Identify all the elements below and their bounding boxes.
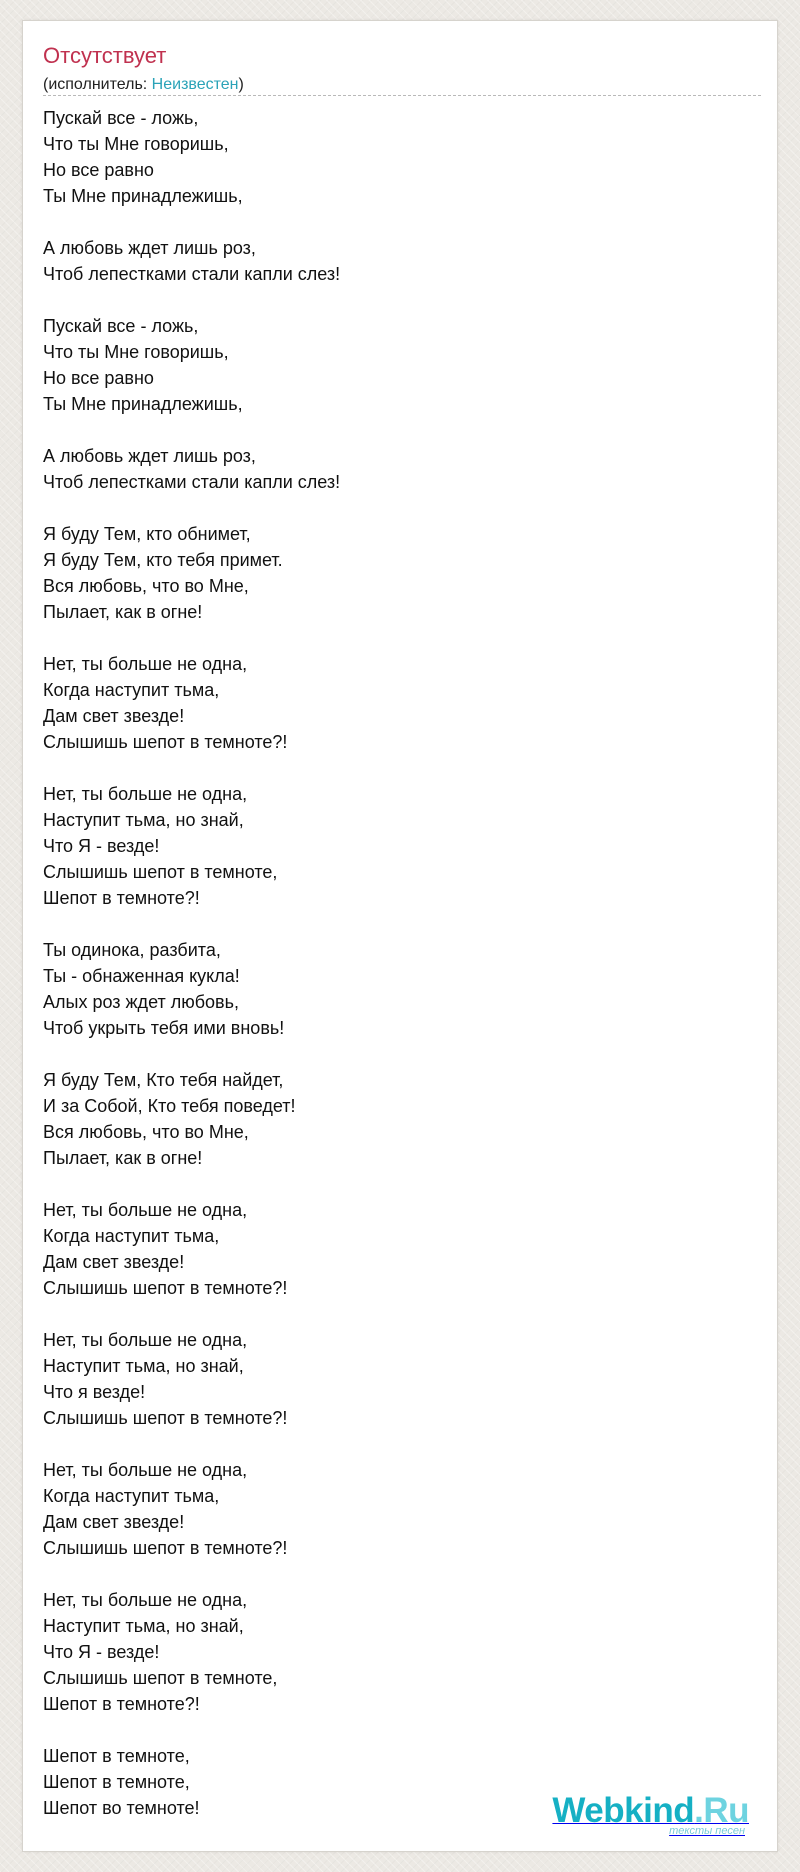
title-divider — [43, 95, 761, 96]
logo-name: Webkind — [552, 1791, 695, 1830]
performer-suffix: ) — [238, 76, 244, 93]
logo-tld: .Ru — [694, 1791, 749, 1830]
lyrics-text: Пускай все - ложь, Что ты Мне говоришь, Но все равно Ты Мне принадлежишь, А любовь ждет лишь роз, Чтоб лепестками стали капли слез! Пускай все - ложь, Что ты Мне говоришь, Но все равно Ты Мне принадлежишь, А любовь ждет лишь роз, Чтоб лепестками стали капли слез! Я буду Тем, кто обнимет, Я буду Тем, кто тебя примет. Вся любовь, что во Мне, Пылает, как в огне! Нет, ты больше не одна, Когда наступит тьма, Дам свет звезде! Слышишь шепот в темноте?! Нет, ты больше не одна, Наступит тьма, но знай, Что Я - везде! Слышишь шепот в темноте, Шепот в темноте?! Ты одинока, разбита, Ты - обнаженная кукла! Алых роз ждет любовь, Чтоб укрыть тебя ими вновь! Я буду Тем, Кто тебя найдет, И за Собой, Кто тебя поведет! Вся любовь, что во Мне, Пылает, как в огне! Нет, ты больше не одна, Когда наступит тьма, Дам свет звезде! Слышишь шепот в темноте?! Нет, ты больше не одна, Наступит тьма, но знай, Что я везде! Слышишь шепот в темноте?! Нет, ты больше не одна, Когда наступит тьма, Дам свет звезде! Слышишь шепот в темноте?! Нет, ты больше не одна, Наступит тьма, но знай, Что Я - везде! Слышишь шепот в темноте, Шепот в темноте?! Шепот в темноте, Шепот в темноте, Шепот во темноте! — [43, 108, 341, 1818]
lyrics-card — [22, 20, 778, 1852]
site-logo[interactable] — [552, 1793, 749, 1837]
performer-prefix: (исполнитель: — [43, 76, 152, 93]
performer-line — [43, 75, 244, 94]
logo-tagline: тексты песен — [669, 1825, 745, 1837]
performer-link[interactable]: Неизвестен — [151, 76, 239, 93]
song-title: Отсутствует — [43, 43, 167, 68]
